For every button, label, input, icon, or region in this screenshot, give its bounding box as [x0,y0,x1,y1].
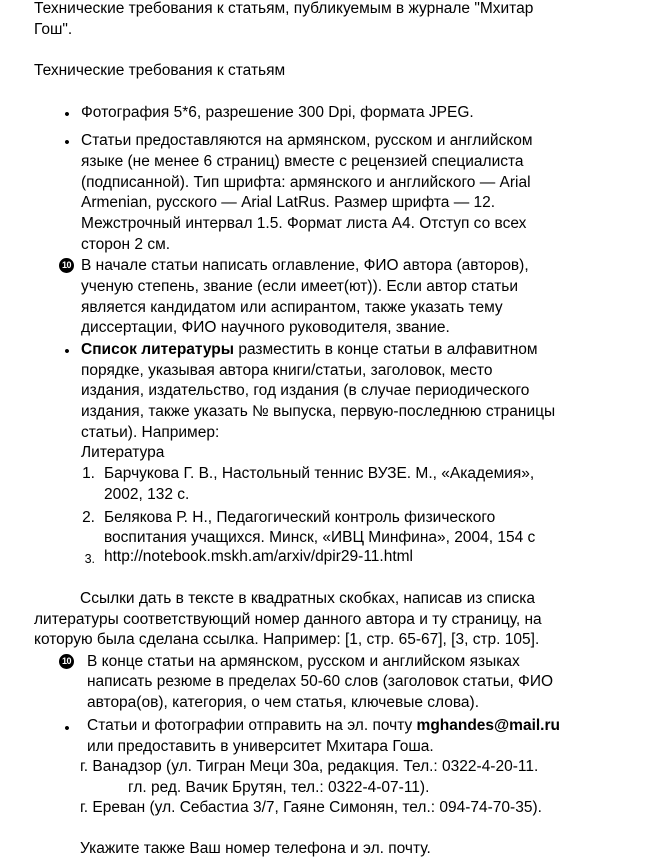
reference-link: http://notebook.mskh.am/arxiv/dpir29-11.html [104,548,413,565]
submission-line: или предоставить в университет Мхитара Гоша. [87,738,434,755]
requirement-author-line: ученую степень, звание (если имеет(ют)). Если автор статьи [81,278,519,295]
requirement-format-line: Межстрочный интервал 1.5. Формат листа A4. Отступ со всех [81,215,527,232]
contact-yerevan: г. Ереван (ул. Себастиа 3/7, Гаяне Симонян, тел.: 094-74-70-35). [80,799,542,816]
requirement-author-line: является кандидатом или аспирантом, также указать тему [81,299,503,316]
reference-item: Барчукова Г. В., Настольный теннис ВУЗЕ. М., «Академия», [104,465,535,482]
requirement-summary-line: написать резюме в пределах 50-60 слов (заголовок статьи, ФИО [87,673,554,690]
literature-label: Литература [81,444,165,461]
requirement-photo: Фотография 5*6, разрешение 300 Dpi, формата JPEG. [81,104,474,121]
numbered-circle-icon: 10 [59,258,74,273]
submission-line [87,716,560,737]
bullet-icon: • [64,134,70,151]
numbered-circle-icon: 10 [59,654,74,669]
requirement-references-line: издания, издательство, год издания (в случае периодического [81,382,530,399]
references-line-rest: разместить в конце статьи в алфавитном [234,341,538,358]
requirement-references-line: издания, также указать № выпуска, первую-последнюю страницы [81,403,556,420]
requirement-format-line: языке (не менее 6 страниц) вместе с рецензией специалиста [81,153,524,170]
requirement-references-line [81,340,538,361]
references-bold-label: Список литературы [81,341,235,358]
requirement-format-line: (подписанной). Тип шрифта: армянского и английского — Arial [81,174,531,191]
bullet-icon: • [64,106,70,123]
reference-number: 1. [82,465,95,482]
contact-editor: гл. ред. Вачик Брутян, тел.: 0322-4-07-11). [128,779,430,796]
document-title-line-2: Гош". [34,21,73,38]
reference-number: 3. [84,552,95,566]
requirement-author-line: диссертации, ФИО научного руководителя, звание. [81,319,450,336]
contact-vanadzor: г. Ванадзор (ул. Тигран Меци 30а, редакция. Тел.: 0322-4-20-11. [80,758,539,775]
requirement-references-line: порядке, указывая автора книги/статьи, заголовок, место [81,362,493,379]
requirement-format-line: Armenian, русского — Arial LatRus. Размер шрифта — 12. [81,194,496,211]
requirement-format-line: сторон 2 см. [81,236,171,253]
section-heading: Технические требования к статьям [34,62,286,79]
requirement-author-line: В начале статьи написать оглавление, ФИО автора (авторов), [81,257,529,274]
citation-paragraph-line: литературы соответствующий номер данного автора и ту страницу, на [34,611,542,628]
reference-item: 2002, 132 с. [104,486,190,503]
reference-item: воспитания учащихся. Минск, «ИВЦ Минфина», 2004, 154 с [104,529,536,546]
citation-paragraph-line: которую была сделана ссылка. Например: [1, стр. 65-67], [3, стр. 105]. [34,631,540,648]
citation-paragraph-line: Ссылки дать в тексте в квадратных скобках, написав из списка [80,590,535,607]
footer-note: Укажите также Ваш номер телефона и эл. почту. [80,840,431,857]
document-title-line-1: Технические требования к статьям, публикуемым в журнале "Мхитар [34,0,534,17]
email-link[interactable]: mghandes@mail.ru [416,717,560,734]
bullet-icon: • [64,343,70,360]
bullet-icon: • [64,720,70,737]
requirement-format-line: Статьи предоставляются на армянском, русском и английском [81,132,533,149]
submission-prefix: Статьи и фотографии отправить на эл. почту [87,717,417,734]
requirement-references-line: статьи). Например: [81,424,220,441]
reference-number: 2. [82,509,95,526]
requirement-summary-line: В конце статьи на армянском, русском и английском языках [87,653,520,670]
reference-item: Белякова Р. Н., Педагогический контроль физического [104,509,496,526]
requirement-summary-line: автора(ов), категория, о чем статья, ключевые слова). [87,694,479,711]
